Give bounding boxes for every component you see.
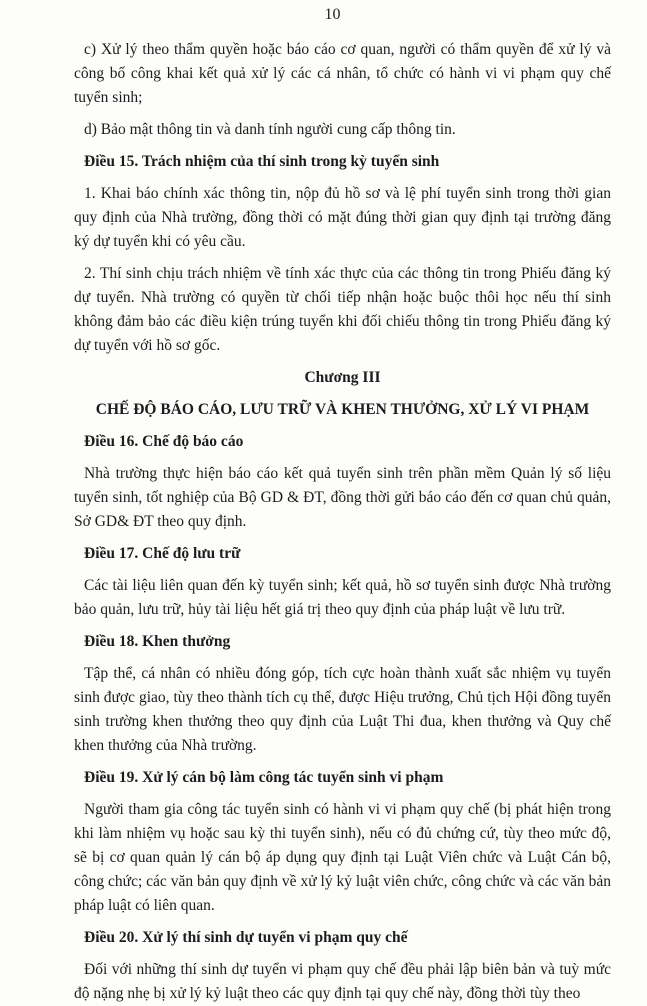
article-16-body: Nhà trường thực hiện báo cáo kết quả tuyển sinh trên phần mềm Quản lý số liệu tuyển sinh, tốt nghiệp của Bộ GD & ĐT, đồng thời gửi báo cáo đến cơ quan chủ quản, Sở GD& ĐT theo quy định. xyxy=(74,465,611,530)
article-19-body: Người tham gia công tác tuyển sinh có hành vi vi phạm quy chế (bị phát hiện trong khi làm nhiệm vụ hoặc sau kỳ thi tuyển sinh), nếu có đủ chứng cứ, tùy theo mức độ, sẽ bị cơ quan quản lý cán bộ áp dụng quy định tại Luật Viên chức và Luật Cán bộ, công chức; các văn bản quy định về xử lý kỷ luật viên chức, công chức và các văn bản pháp luật có liên quan. xyxy=(74,801,611,914)
article-15-heading: Điều 15. Trách nhiệm của thí sinh trong kỳ tuyển sinh xyxy=(84,153,440,170)
article-17-heading: Điều 17. Chế độ lưu trữ xyxy=(84,545,241,562)
page-number: 10 xyxy=(324,6,341,23)
chapter-title: CHẾ ĐỘ BÁO CÁO, LƯU TRỮ VÀ KHEN THƯỞNG, XỬ LÝ VI PHẠM xyxy=(95,401,590,418)
article-20-body: Đối với những thí sinh dự tuyển vi phạm quy chế đều phải lập biên bản và tuỳ mức độ nặng nhẹ bị xử lý kỷ luật theo các quy định tại quy chế này, đồng thời tùy theo xyxy=(74,961,611,1002)
clause-c: c) Xử lý theo thẩm quyền hoặc báo cáo cơ quan, người có thẩm quyền để xử lý và công bố công khai kết quả xử lý các cá nhân, tổ chức có hành vi vi phạm quy chế tuyển sinh; xyxy=(74,41,611,106)
article-18-body: Tập thể, cá nhân có nhiều đóng góp, tích cực hoàn thành xuất sắc nhiệm vụ tuyển sinh được giao, tùy theo thành tích cụ thể, được Hiệu trưởng, Chủ tịch Hội đồng tuyển sinh trường khen thưởng theo quy định của Luật Thi đua, khen thưởng và Quy chế khen thưởng của Nhà trường. xyxy=(74,665,611,754)
article-16-heading: Điều 16. Chế độ báo cáo xyxy=(84,433,244,450)
article-20-heading: Điều 20. Xử lý thí sinh dự tuyển vi phạm quy chế xyxy=(84,929,408,946)
article-17-body: Các tài liệu liên quan đến kỳ tuyển sinh; kết quả, hồ sơ tuyển sinh được Nhà trường bảo quản, lưu trữ, hủy tài liệu hết giá trị theo quy định của pháp luật về lưu trữ. xyxy=(74,577,611,618)
clause-d: d) Bảo mật thông tin và danh tính người cung cấp thông tin. xyxy=(84,121,456,138)
chapter-number: Chương III xyxy=(304,369,381,386)
article-15-item-1: 1. Khai báo chính xác thông tin, nộp đủ hồ sơ và lệ phí tuyển sinh trong thời gian quy định của Nhà trường, đồng thời có mặt đúng thời gian quy định tại trường đăng ký dự tuyển khi có yêu cầu. xyxy=(74,185,611,250)
article-19-heading: Điều 19. Xử lý cán bộ làm công tác tuyển sinh vi phạm xyxy=(84,769,444,786)
article-15-item-2: 2. Thí sinh chịu trách nhiệm về tính xác thực của các thông tin trong Phiếu đăng ký dự tuyển. Nhà trường có quyền từ chối tiếp nhận hoặc buộc thôi học nếu thí sinh không đảm bảo các điều kiện trúng tuyển khi đối chiếu thông tin trong Phiếu đăng ký dự tuyển với hồ sơ gốc. xyxy=(74,265,611,354)
article-18-heading: Điều 18. Khen thưởng xyxy=(84,633,231,650)
